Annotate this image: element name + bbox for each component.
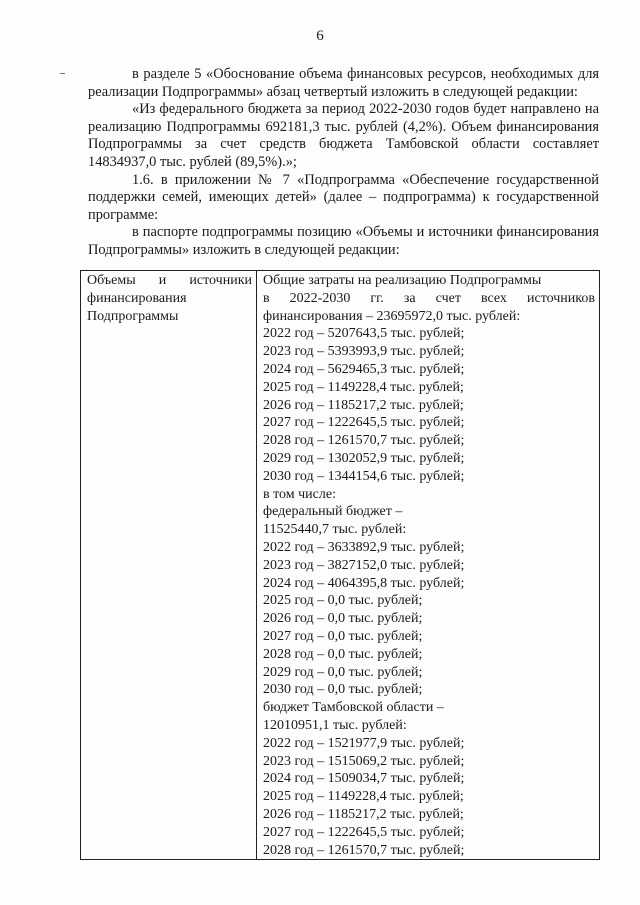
financing-line: 2022 год – 3633892,9 тыс. рублей; <box>263 539 465 555</box>
financing-line: 2028 год – 0,0 тыс. рублей; <box>263 646 423 662</box>
financing-line: 2027 год – 1222645,5 тыс. рублей; <box>263 824 465 840</box>
financing-line: 2023 год – 1515069,2 тыс. рублей; <box>263 753 465 769</box>
financing-line: 2024 год – 5629465,3 тыс. рублей; <box>263 361 465 377</box>
paragraph-section-5: в разделе 5 «Обоснование объема финансовых ресурсов, необходимых для реализации Подпрограммы» абзац четвертый изложить в следующей редакции: <box>88 66 599 100</box>
financing-line: бюджет Тамбовской области – <box>263 700 444 716</box>
financing-line: 2023 год – 5393993,9 тыс. рублей; <box>263 344 465 360</box>
financing-line: финансирования – 23695972,0 тыс. рублей: <box>263 308 521 324</box>
financing-line: 2026 год – 0,0 тыс. рублей; <box>263 611 423 627</box>
financing-label-cell: Объемы и источники финансирования Подпрограммы <box>81 271 257 860</box>
financing-line: 2027 год – 1222645,5 тыс. рублей; <box>263 415 465 431</box>
financing-line: 2022 год – 5207643,5 тыс. рублей; <box>263 326 465 342</box>
financing-line: 2026 год – 1185217,2 тыс. рублей; <box>263 806 464 822</box>
financing-line: в том числе: <box>263 486 336 502</box>
financing-table <box>80 270 600 860</box>
financing-line: 2030 год – 1344154,6 тыс. рублей; <box>263 468 465 484</box>
financing-line: 2028 год – 1261570,7 тыс. рублей; <box>263 433 465 449</box>
financing-line: 11525440,7 тыс. рублей: <box>263 522 407 538</box>
financing-line: 2027 год – 0,0 тыс. рублей; <box>263 628 423 644</box>
financing-line: 2025 год – 0,0 тыс. рублей; <box>263 593 423 609</box>
paragraph-passport: в паспорте подпрограммы позицию «Объемы и источники финансирования Подпрограммы» изложить в следующей редакции: <box>88 224 599 258</box>
financing-line: в 2022-2030 гг. за счет всех источников <box>263 290 595 306</box>
financing-line: 2028 год – 1261570,7 тыс. рублей; <box>263 842 465 858</box>
financing-line: 2029 год – 1302052,9 тыс. рублей; <box>263 450 465 466</box>
financing-line: 2030 год – 0,0 тыс. рублей; <box>263 682 423 698</box>
financing-line: 2024 год – 4064395,8 тыс. рублей; <box>263 575 465 591</box>
paragraph-appendix-7: 1.6. в приложении № 7 «Подпрограмма «Обеспечение государственной поддержки семей, имеющих детей» (далее – подпрограмма) к государственной программе: <box>88 171 599 223</box>
financing-line: 2022 год – 1521977,9 тыс. рублей; <box>263 735 465 751</box>
financing-line: 2026 год – 1185217,2 тыс. рублей; <box>263 397 464 413</box>
financing-line: 2024 год – 1509034,7 тыс. рублей; <box>263 771 465 787</box>
financing-line: 2029 год – 0,0 тыс. рублей; <box>263 664 423 680</box>
table-row <box>81 271 600 860</box>
paragraph-federal-budget-quote: «Из федерального бюджета за период 2022-2030 годов будет направлено на реализацию Подпрограммы 692181,3 тыс. рублей (4,2%). Объем финансирования Подпрограммы за счет средств бюджета Тамбовской области составляет 14834937,0 тыс. рублей (89,5%).»; <box>88 101 599 170</box>
scan-mark <box>60 73 65 74</box>
financing-line: федеральный бюджет – <box>263 504 403 520</box>
financing-values-cell <box>257 271 600 860</box>
page-number: 6 <box>316 28 324 44</box>
body-text <box>88 66 599 260</box>
financing-line: 2025 год – 1149228,4 тыс. рублей; <box>263 379 464 395</box>
financing-line: Общие затраты на реализацию Подпрограммы <box>263 273 542 288</box>
financing-line: 2025 год – 1149228,4 тыс. рублей; <box>263 789 464 805</box>
financing-line: 12010951,1 тыс. рублей: <box>263 717 407 733</box>
financing-line: 2023 год – 3827152,0 тыс. рублей; <box>263 557 465 573</box>
